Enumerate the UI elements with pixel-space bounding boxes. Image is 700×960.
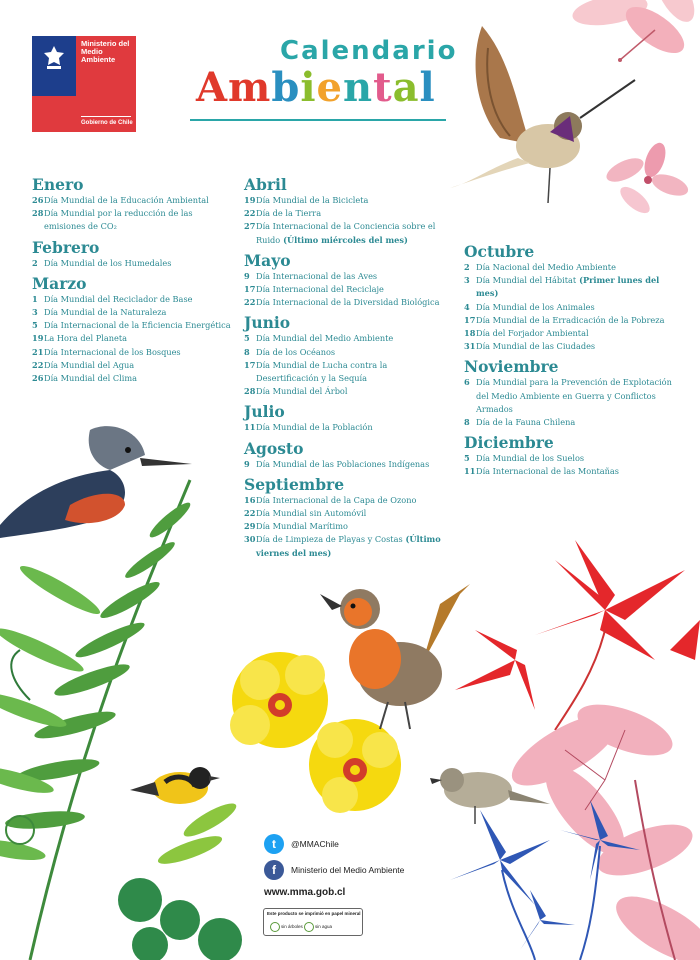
month-diciembre: Diciembre <box>464 433 554 453</box>
event-text: Día Mundial de los Humedales <box>44 257 172 268</box>
calendar-column-2 <box>244 176 449 560</box>
event-row <box>464 416 674 429</box>
event-text: Día Mundial por la reducción de las <box>44 208 193 219</box>
chile-coat-of-arms-icon <box>38 42 70 74</box>
month-marzo: Marzo <box>32 273 87 293</box>
events-marzo <box>32 293 237 385</box>
twitter-icon[interactable]: t <box>264 834 284 854</box>
event-row <box>244 547 449 560</box>
title-letter: i <box>300 64 317 111</box>
events-mayo <box>244 270 449 310</box>
event-day: 26 <box>32 373 44 384</box>
event-row <box>32 207 237 220</box>
ministry-logo <box>32 36 136 132</box>
event-day: 22 <box>32 359 44 370</box>
event-row <box>464 314 674 327</box>
event-day: 8 <box>464 417 470 428</box>
event-day: 4 <box>464 301 470 312</box>
event-note: (Último miércoles del mes) <box>280 234 408 245</box>
event-row <box>244 346 449 359</box>
water-drop-icon <box>304 922 314 932</box>
event-text: Día Mundial de las Ciudades <box>476 341 596 352</box>
event-row <box>32 359 237 372</box>
title-letter: n <box>343 64 374 111</box>
event-row <box>464 452 674 465</box>
event-row <box>244 372 449 385</box>
event-day: 18 <box>464 328 476 339</box>
event-text: Día Mundial del Reciclador de Base <box>44 293 193 304</box>
event-row <box>464 287 674 300</box>
paper-note: Este producto se imprimió en papel mineral <box>267 911 361 916</box>
events-julio <box>244 421 449 434</box>
event-day: 30 <box>244 534 256 545</box>
event-text: La Hora del Planeta <box>44 333 127 344</box>
events-septiembre <box>244 494 449 560</box>
month-noviembre: Noviembre <box>464 357 559 377</box>
title-calendario: Calendario <box>280 36 458 66</box>
event-day: 16 <box>244 494 256 505</box>
paper-trees-label: sin árboles <box>281 924 303 929</box>
event-text: Desertificación y la Sequía <box>256 373 368 384</box>
event-day: 22 <box>244 508 256 519</box>
month-junio: Junio <box>244 313 291 333</box>
event-row <box>244 283 449 296</box>
event-day: 31 <box>464 341 476 352</box>
events-diciembre <box>464 452 674 478</box>
title-letter: e <box>316 64 343 111</box>
event-text: Día Mundial de las Poblaciones Indígenas <box>256 458 430 469</box>
title-letter: a <box>392 64 420 111</box>
month-agosto: Agosto <box>244 438 304 458</box>
event-text: Día Mundial de la Población <box>256 422 373 433</box>
event-day: 5 <box>244 333 250 344</box>
event-day: 17 <box>244 359 256 370</box>
event-day: 1 <box>32 293 38 304</box>
event-text: Día Mundial de los Animales <box>476 301 595 312</box>
event-text: Día Internacional de la Eficiencia Energética <box>44 320 231 331</box>
event-text: Ruido <box>256 234 281 245</box>
event-text: Día de la Fauna Chilena <box>476 417 576 428</box>
event-note: (Último <box>402 534 441 545</box>
event-day: 3 <box>32 307 38 318</box>
event-row <box>244 458 449 471</box>
event-row <box>244 494 449 507</box>
event-text: Día Mundial del Medio Ambiente <box>256 333 394 344</box>
event-note: (Primer lunes del <box>576 275 660 286</box>
event-row <box>32 257 237 270</box>
event-row <box>244 296 449 309</box>
event-text: Día Mundial de la Naturaleza <box>44 307 167 318</box>
event-row <box>244 385 449 398</box>
events-enero <box>32 194 237 234</box>
event-note: mes) <box>476 288 499 299</box>
event-text: Día Mundial del Agua <box>44 359 135 370</box>
event-row <box>32 220 237 233</box>
ministry-name: Ministerio del Medio Ambiente <box>81 39 130 64</box>
event-day: 21 <box>32 346 44 357</box>
event-day: 3 <box>464 275 470 286</box>
title-ambiental <box>196 64 436 111</box>
event-row <box>32 319 237 332</box>
month-abril: Abril <box>244 175 287 194</box>
event-day: 11 <box>244 422 256 433</box>
event-text: Día Internacional de la Diversidad Biológica <box>256 297 440 308</box>
events-noviembre <box>464 376 674 429</box>
event-text: Día Mundial sin Automóvil <box>256 508 367 519</box>
event-day: 22 <box>244 208 256 219</box>
event-note: viernes del mes) <box>256 547 332 558</box>
event-day: 8 <box>244 346 250 357</box>
title-letter: l <box>419 64 436 111</box>
event-row <box>244 234 449 247</box>
event-day: 28 <box>244 386 256 397</box>
event-row <box>244 220 449 233</box>
event-row <box>464 403 674 416</box>
events-junio <box>244 332 449 398</box>
event-day: 19 <box>244 195 256 205</box>
event-text: Día Internacional de las Montañas <box>476 466 619 477</box>
title-letter: t <box>373 64 393 111</box>
calendar-column-1 <box>32 176 237 385</box>
blue-flowers-illustration <box>440 800 640 960</box>
pink-flower-illustration-small <box>600 140 695 225</box>
event-row <box>32 306 237 319</box>
event-text: Día Internacional de la Conciencia sobre el <box>256 221 436 232</box>
event-text: Día Mundial de Lucha contra la <box>256 359 388 370</box>
event-row <box>464 301 674 314</box>
event-text: Día Mundial de los Suelos <box>476 453 585 464</box>
website-link[interactable]: www.mma.gob.cl <box>264 887 346 898</box>
event-text: Día de la Tierra <box>256 208 322 219</box>
event-row <box>32 346 237 359</box>
event-day: 9 <box>244 458 250 469</box>
event-day: 22 <box>244 297 256 308</box>
event-text: Día Mundial del Clima <box>44 373 138 384</box>
event-day: 29 <box>244 521 256 532</box>
title-letter: b <box>271 64 301 111</box>
facebook-icon[interactable]: f <box>264 860 284 880</box>
event-text: Armados <box>476 403 513 414</box>
event-text: Día Mundial de la Erradicación de la Pobreza <box>476 314 665 325</box>
event-text: emisiones de CO₂ <box>44 221 117 232</box>
event-row <box>464 376 674 389</box>
tree-icon <box>270 922 280 932</box>
event-day: 5 <box>464 453 470 464</box>
event-row <box>32 194 237 207</box>
twitter-handle[interactable]: @MMAChile <box>291 839 339 849</box>
event-text: Día Mundial del Hábitat <box>476 275 577 286</box>
event-text: Día Mundial del Árbol <box>256 386 348 397</box>
event-row <box>244 207 449 220</box>
event-row <box>244 421 449 434</box>
event-row <box>244 359 449 372</box>
event-text: Día de los Océanos <box>256 346 336 357</box>
event-row <box>244 507 449 520</box>
event-row <box>464 465 674 478</box>
event-text: Día Internacional de los Bosques <box>44 346 181 357</box>
event-text: Día Mundial Marítimo <box>256 521 348 532</box>
event-day: 5 <box>32 320 38 331</box>
month-mayo: Mayo <box>244 250 291 270</box>
event-text: Día Internacional de la Capa de Ozono <box>256 494 417 505</box>
calendar-column-3 <box>464 243 674 479</box>
events-agosto <box>244 458 449 471</box>
event-row <box>464 340 674 353</box>
title-letter: A <box>196 64 229 111</box>
event-row <box>32 372 237 385</box>
events-abril <box>244 194 449 247</box>
event-day: 17 <box>464 314 476 325</box>
month-enero: Enero <box>32 175 84 194</box>
facebook-page-link[interactable]: Ministerio del Medio Ambiente <box>291 865 405 875</box>
events-octubre <box>464 261 674 353</box>
month-julio: Julio <box>244 402 285 422</box>
event-row <box>464 327 674 340</box>
yellow-bird-illustration <box>125 760 220 820</box>
event-day: 11 <box>464 466 476 477</box>
event-day: 28 <box>32 208 44 219</box>
government-label: Gobierno de Chile <box>81 120 133 126</box>
event-day: 2 <box>464 262 470 272</box>
event-day: 9 <box>244 270 250 281</box>
event-text: Día Nacional del Medio Ambiente <box>476 262 616 272</box>
events-febrero <box>32 257 237 270</box>
event-text: Día Internacional del Reciclaje <box>256 284 384 295</box>
event-day: 27 <box>244 221 256 232</box>
event-day: 19 <box>32 333 44 344</box>
event-day: 26 <box>32 195 44 205</box>
event-text: del Medio Ambiente en Guerra y Conflictos <box>476 390 656 401</box>
event-row <box>32 293 237 306</box>
event-row <box>464 390 674 403</box>
event-row <box>464 261 674 274</box>
event-row <box>244 332 449 345</box>
month-octubre: Octubre <box>464 242 535 261</box>
title-letter: m <box>228 64 272 111</box>
event-day: 6 <box>464 377 470 388</box>
event-text: Día Mundial para la Prevención de Explotación <box>476 377 672 388</box>
event-day: 2 <box>32 257 38 268</box>
event-row <box>244 194 449 207</box>
event-row <box>32 332 237 345</box>
event-text: Día Mundial de la Bicicleta <box>256 195 369 205</box>
event-text: Día del Forjador Ambiental <box>476 328 589 339</box>
event-row <box>244 520 449 533</box>
event-text: Día Internacional de las Aves <box>256 270 378 281</box>
paper-water-label: sin agua <box>315 924 333 929</box>
event-day: 17 <box>244 284 256 295</box>
title-underline <box>190 119 446 121</box>
event-text: Día de Limpieza de Playas y Costas <box>256 534 403 545</box>
event-row <box>244 533 449 546</box>
month-febrero: Febrero <box>32 237 100 257</box>
event-row <box>244 270 449 283</box>
month-septiembre: Septiembre <box>244 474 345 494</box>
mineral-paper-badge <box>263 908 363 936</box>
event-text: Día Mundial de la Educación Ambiental <box>44 195 209 205</box>
event-row <box>464 274 674 287</box>
